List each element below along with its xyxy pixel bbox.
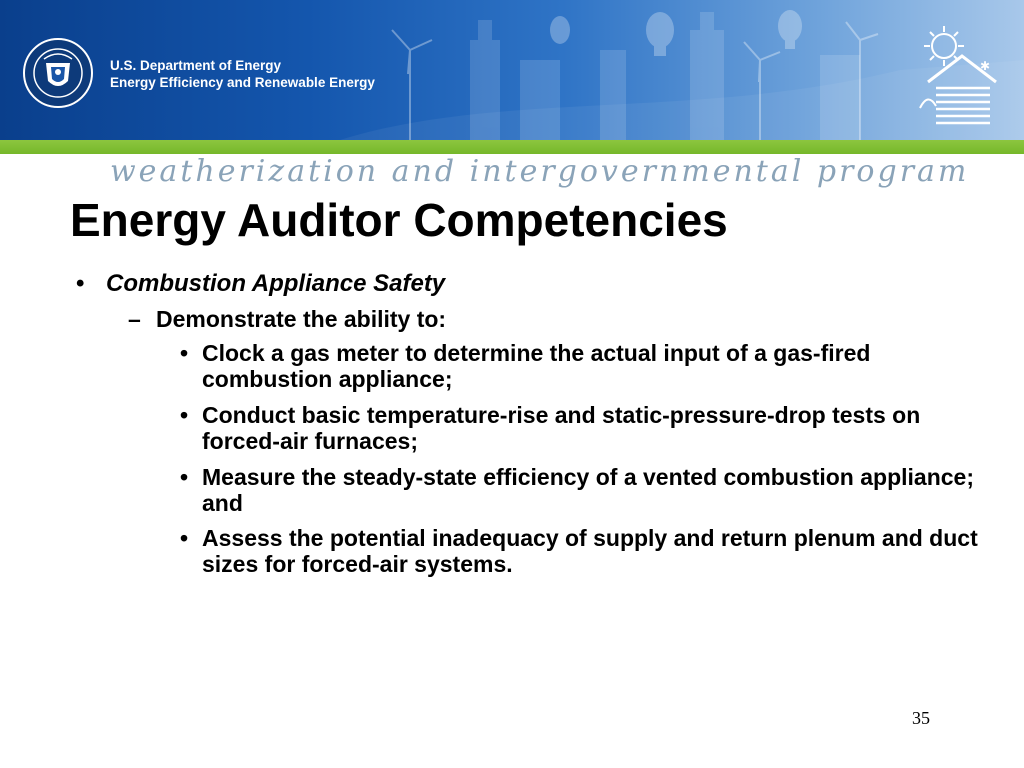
bullet-level-1 xyxy=(76,268,446,300)
list-item xyxy=(180,340,980,392)
svg-text:✱: ✱ xyxy=(980,59,991,73)
list-item-text: Measure the steady-state efficiency of a vented combustion appliance; and xyxy=(202,464,974,516)
list-item-marker: • xyxy=(180,402,189,428)
doe-seal-icon xyxy=(22,37,94,109)
list-item-marker: • xyxy=(180,525,189,551)
header-banner xyxy=(0,0,1024,140)
dash-marker: – xyxy=(128,306,141,332)
agency-line-1: U.S. Department of Energy xyxy=(110,58,282,73)
accent-band xyxy=(0,140,1024,154)
list-item xyxy=(180,402,980,454)
page-number: 35 xyxy=(912,708,930,728)
sub-bullet-text: Demonstrate the ability to: xyxy=(156,306,447,332)
slide-title: Energy Auditor Competencies xyxy=(70,194,728,246)
agency-name xyxy=(110,57,375,91)
bullet-marker: • xyxy=(76,270,85,297)
list-item xyxy=(180,525,980,577)
list-item-text: Conduct basic temperature-rise and static-pressure-drop tests on forced-air furnaces; xyxy=(202,402,921,454)
list-item xyxy=(180,464,980,516)
list-item-marker: • xyxy=(180,464,189,490)
bullet-text: Combustion Appliance Safety xyxy=(106,270,446,297)
list-item-text: Assess the potential inadequacy of supply and return plenum and duct sizes for forced-air systems. xyxy=(202,525,978,577)
program-tagline: weatherization and intergovernmental program xyxy=(110,154,970,189)
list-item-marker: • xyxy=(180,340,189,366)
agency-line-2: Energy Efficiency and Renewable Energy xyxy=(110,75,375,90)
weatherization-logo-icon xyxy=(910,22,1002,130)
bullet-level-2 xyxy=(128,304,447,334)
list-item-text: Clock a gas meter to determine the actual input of a gas-fired combustion appliance; xyxy=(202,340,871,392)
